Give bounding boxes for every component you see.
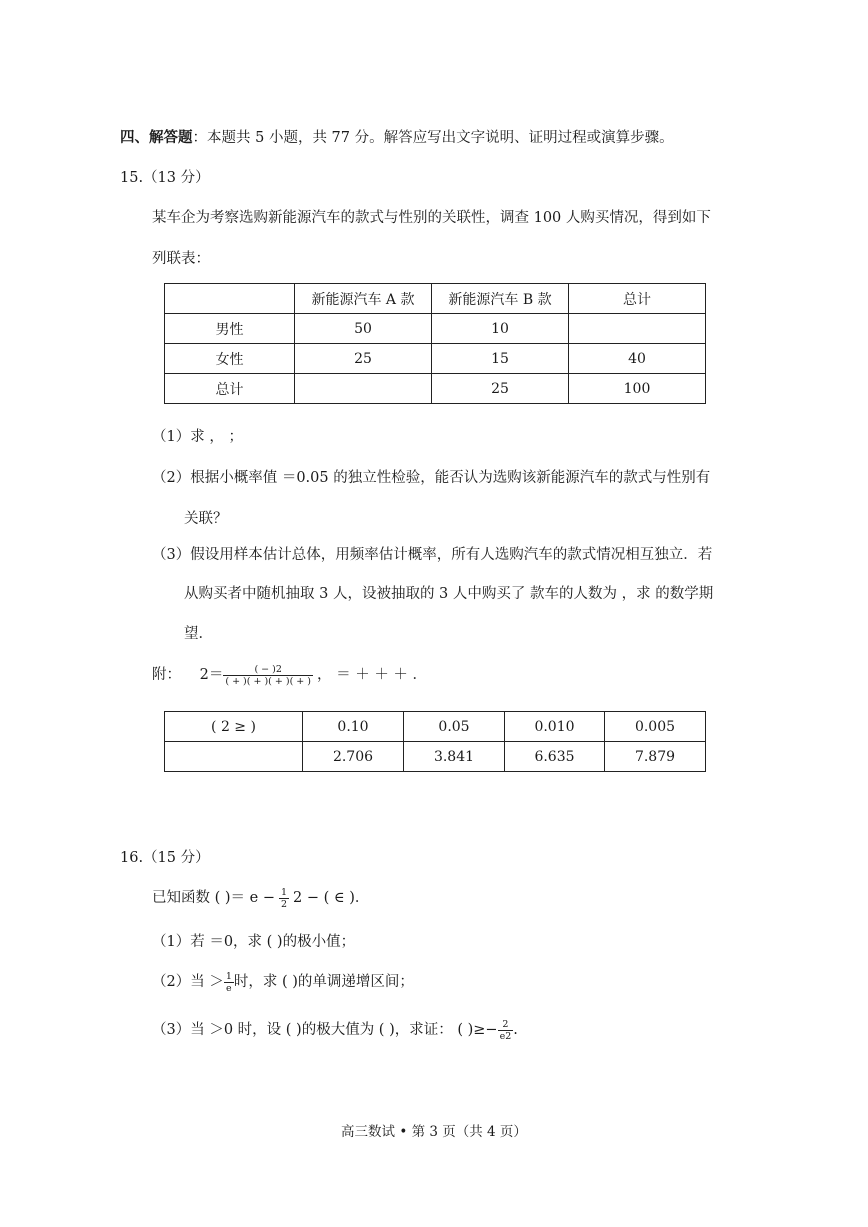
fraction-denominator: ( + )( + )( + )( + ) <box>225 675 311 687</box>
two-over-e-squared-fraction <box>498 1019 514 1042</box>
table-header-cell: 新能源汽车 B 款 <box>432 284 569 314</box>
part2-end: 时，求 ( )的单调递增区间； <box>233 974 414 990</box>
table-cell: 10 <box>432 314 569 344</box>
table-cell: 15 <box>432 344 569 374</box>
question-15-part2-line2: 关联？ <box>184 511 228 527</box>
table-row <box>165 374 706 404</box>
table-header-cell: 新能源汽车 A 款 <box>295 284 432 314</box>
question-15-part3-line1: （3）假设用样本估计总体，用频率估计概率，所有人选购汽车的款式情况相互独立．若 <box>152 547 713 563</box>
table-cell <box>295 374 432 404</box>
fraction-numerator: 1 <box>225 970 232 982</box>
appendix-formula <box>152 663 427 687</box>
n-definition: ， ＝ ＋ ＋ ＋ ． <box>317 667 428 683</box>
table-cell: 100 <box>569 374 706 404</box>
question-16-function <box>152 886 369 910</box>
fraction-denominator: 2 <box>280 898 288 910</box>
table-cell: 50 <box>295 314 432 344</box>
table-cell <box>569 314 706 344</box>
table-cell: 0.010 <box>505 712 605 742</box>
table-row <box>165 712 706 742</box>
fraction-numerator: 2 <box>498 1019 514 1031</box>
contingency-table <box>164 283 706 404</box>
question-16-number: 16.（15 分） <box>120 850 210 866</box>
table-row <box>165 314 706 344</box>
part2-start: （2）当 ＞ <box>152 974 224 990</box>
question-15-intro-line1: 某车企为考察选购新能源汽车的款式与性别的关联性，调查 100 人购买情况，得到如下 <box>152 210 711 226</box>
table-header-cell: 总计 <box>569 284 706 314</box>
table-cell: 25 <box>295 344 432 374</box>
function-definition-start: 已知函数 ( )＝ e − <box>152 890 275 906</box>
table-row <box>165 344 706 374</box>
question-16-part2 <box>152 970 414 994</box>
section-heading <box>120 126 674 147</box>
table-cell: 0.05 <box>404 712 505 742</box>
table-cell: 0.10 <box>303 712 404 742</box>
critical-value-table <box>164 711 706 772</box>
appendix-label: 附： <box>152 667 181 683</box>
table-cell <box>165 742 303 772</box>
table-cell: ( 2 ≥ ) <box>165 712 303 742</box>
question-15-part1: （1）求 ， ； <box>152 429 243 445</box>
question-15-number: 15.（13 分） <box>120 170 210 186</box>
question-15-intro-line2: 列联表： <box>152 251 210 267</box>
page-footer: 高三数试 • 第 3 页（共 4 页） <box>341 1124 527 1140</box>
table-cell: 男性 <box>165 314 295 344</box>
table-cell: 25 <box>432 374 569 404</box>
function-definition-end: 2 − ( ∈ )． <box>293 890 370 906</box>
half-fraction <box>279 887 289 910</box>
table-cell: 3.841 <box>404 742 505 772</box>
one-over-e-fraction <box>224 971 234 994</box>
table-cell: 总计 <box>165 374 295 404</box>
table-cell: 0.005 <box>605 712 706 742</box>
question-16-part1: （1）若 ＝0，求 ( )的极小值； <box>152 934 356 950</box>
fraction-denominator: e2 <box>499 1030 512 1042</box>
table-cell: 7.879 <box>605 742 706 772</box>
question-16-part3 <box>152 1018 518 1042</box>
chi-square-fraction <box>223 664 313 687</box>
table-cell: 40 <box>569 344 706 374</box>
chi-square-lhs: 2＝ <box>199 667 224 683</box>
table-cell: 女性 <box>165 344 295 374</box>
part3-start: （3）当 ＞0 时，设 ( )的极大值为 ( )，求证： ( )≥− <box>152 1022 498 1038</box>
table-cell: 2.706 <box>303 742 404 772</box>
fraction-denominator: e <box>226 982 232 994</box>
table-cell: 6.635 <box>505 742 605 772</box>
table-row <box>165 742 706 772</box>
fraction-numerator: ( − )2 <box>223 664 313 676</box>
section-title: 四、解答题 <box>120 129 193 146</box>
fraction-numerator: 1 <box>280 886 288 898</box>
table-cell <box>165 284 295 314</box>
part3-end: . <box>513 1022 518 1038</box>
table-row <box>165 284 706 314</box>
question-15-part2-line1: （2）根据小概率值 ＝0.05 的独立性检验，能否认为选购该新能源汽车的款式与性别有 <box>152 470 711 486</box>
section-description: ：本题共 5 小题，共 77 分。解答应写出文字说明、证明过程或演算步骤。 <box>192 130 674 146</box>
question-15-part3-line3: 望． <box>184 626 213 642</box>
question-15-part3-line2: 从购买者中随机抽取 3 人，设被抽取的 3 人中购买了 款车的人数为 ，求 的数学期 <box>184 586 714 602</box>
